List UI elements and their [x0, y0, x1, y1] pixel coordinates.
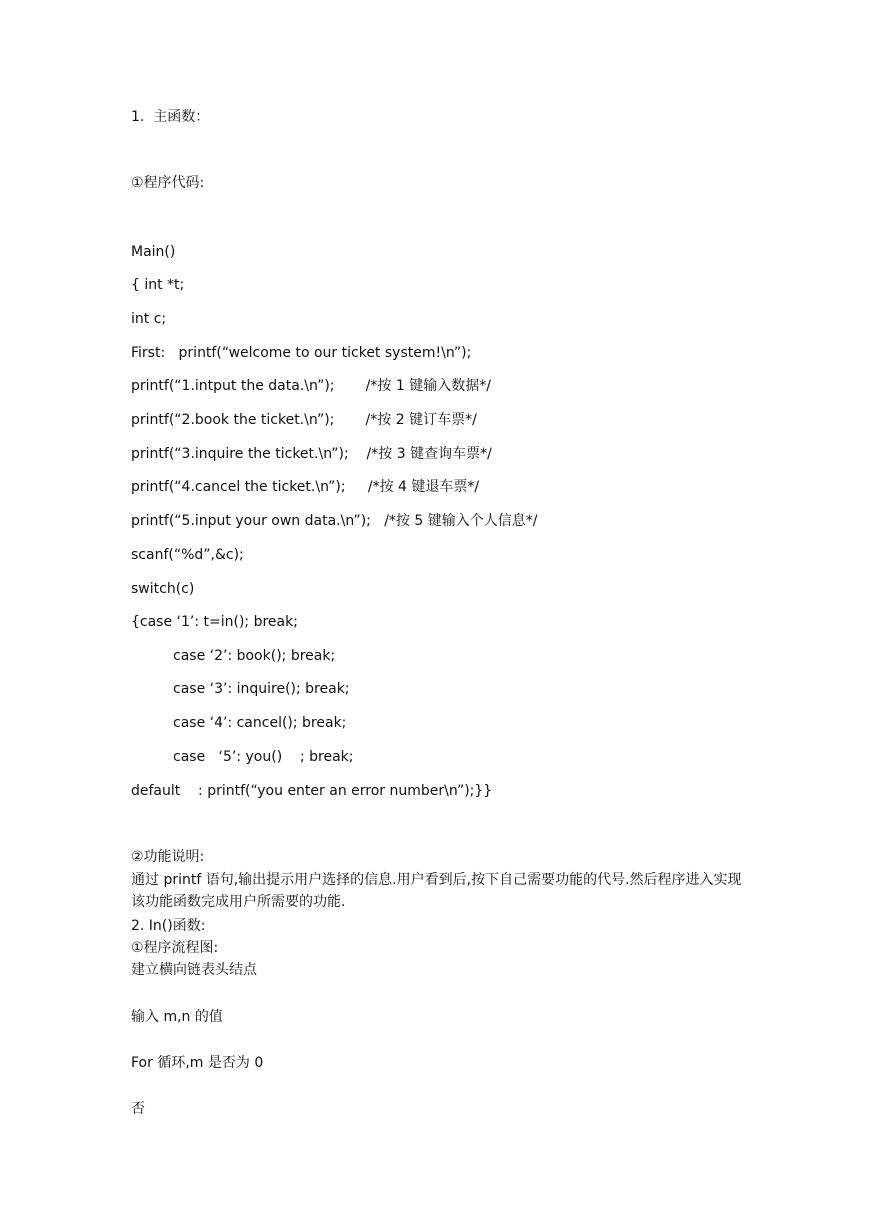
code-line: printf(“1.intput the data.\n”); /*按 1 键输入数据*/ [131, 378, 491, 394]
code-line: printf(“2.book the ticket.\n”); /*按 2 键订车票*/ [131, 412, 477, 428]
code-line: switch(c) [131, 581, 195, 597]
code-line: case ‘5’: you() ; break; [173, 749, 354, 765]
flowchart-step: 否 [131, 1101, 145, 1117]
code-line: First: printf(“welcome to our ticket system!\n”); [131, 345, 472, 361]
code-line: case ‘2’: book(); break; [173, 648, 336, 664]
code-line: int c; [131, 311, 167, 327]
code-line: default : printf(“you enter an error number\n”);}} [131, 783, 493, 799]
flowchart-step: 建立横向链表头结点 [131, 962, 257, 978]
code-line: printf(“4.cancel the ticket.\n”); /*按 4 键退车票*/ [131, 479, 480, 495]
code-line: case ‘3’: inquire(); break; [173, 681, 350, 697]
flowchart-label: ①程序流程图: [131, 940, 219, 956]
code-line: case ‘4’: cancel(); break; [173, 715, 347, 731]
code-line: Main() [131, 244, 176, 260]
section-2-heading: 2. In()函数: [131, 918, 206, 934]
flowchart-step: For 循环,m 是否为 0 [131, 1055, 264, 1071]
code-line: scanf(“%d”,&c); [131, 547, 244, 563]
code-line: { int *t; [131, 277, 185, 293]
description-label: ②功能说明: [131, 849, 205, 865]
code-line: printf(“5.input your own data.\n”); /*按 5 键输入个人信息*/ [131, 513, 538, 529]
code-label: ①程序代码: [131, 175, 205, 191]
flowchart-step: 输入 m,n 的值 [131, 1009, 223, 1025]
description-text: 通过 printf 语句,输出提示用户选择的信息.用户看到后,按下自己需要功能的代号.然后程序进入实现该功能函数完成用户所需要的功能. [131, 872, 742, 910]
code-line: {case ‘1’: t=in(); break; [131, 614, 298, 630]
section-1-heading: 1. 主函数： [131, 109, 210, 125]
code-line: printf(“3.inquire the ticket.\n”); /*按 3 键查询车票*/ [131, 446, 492, 462]
